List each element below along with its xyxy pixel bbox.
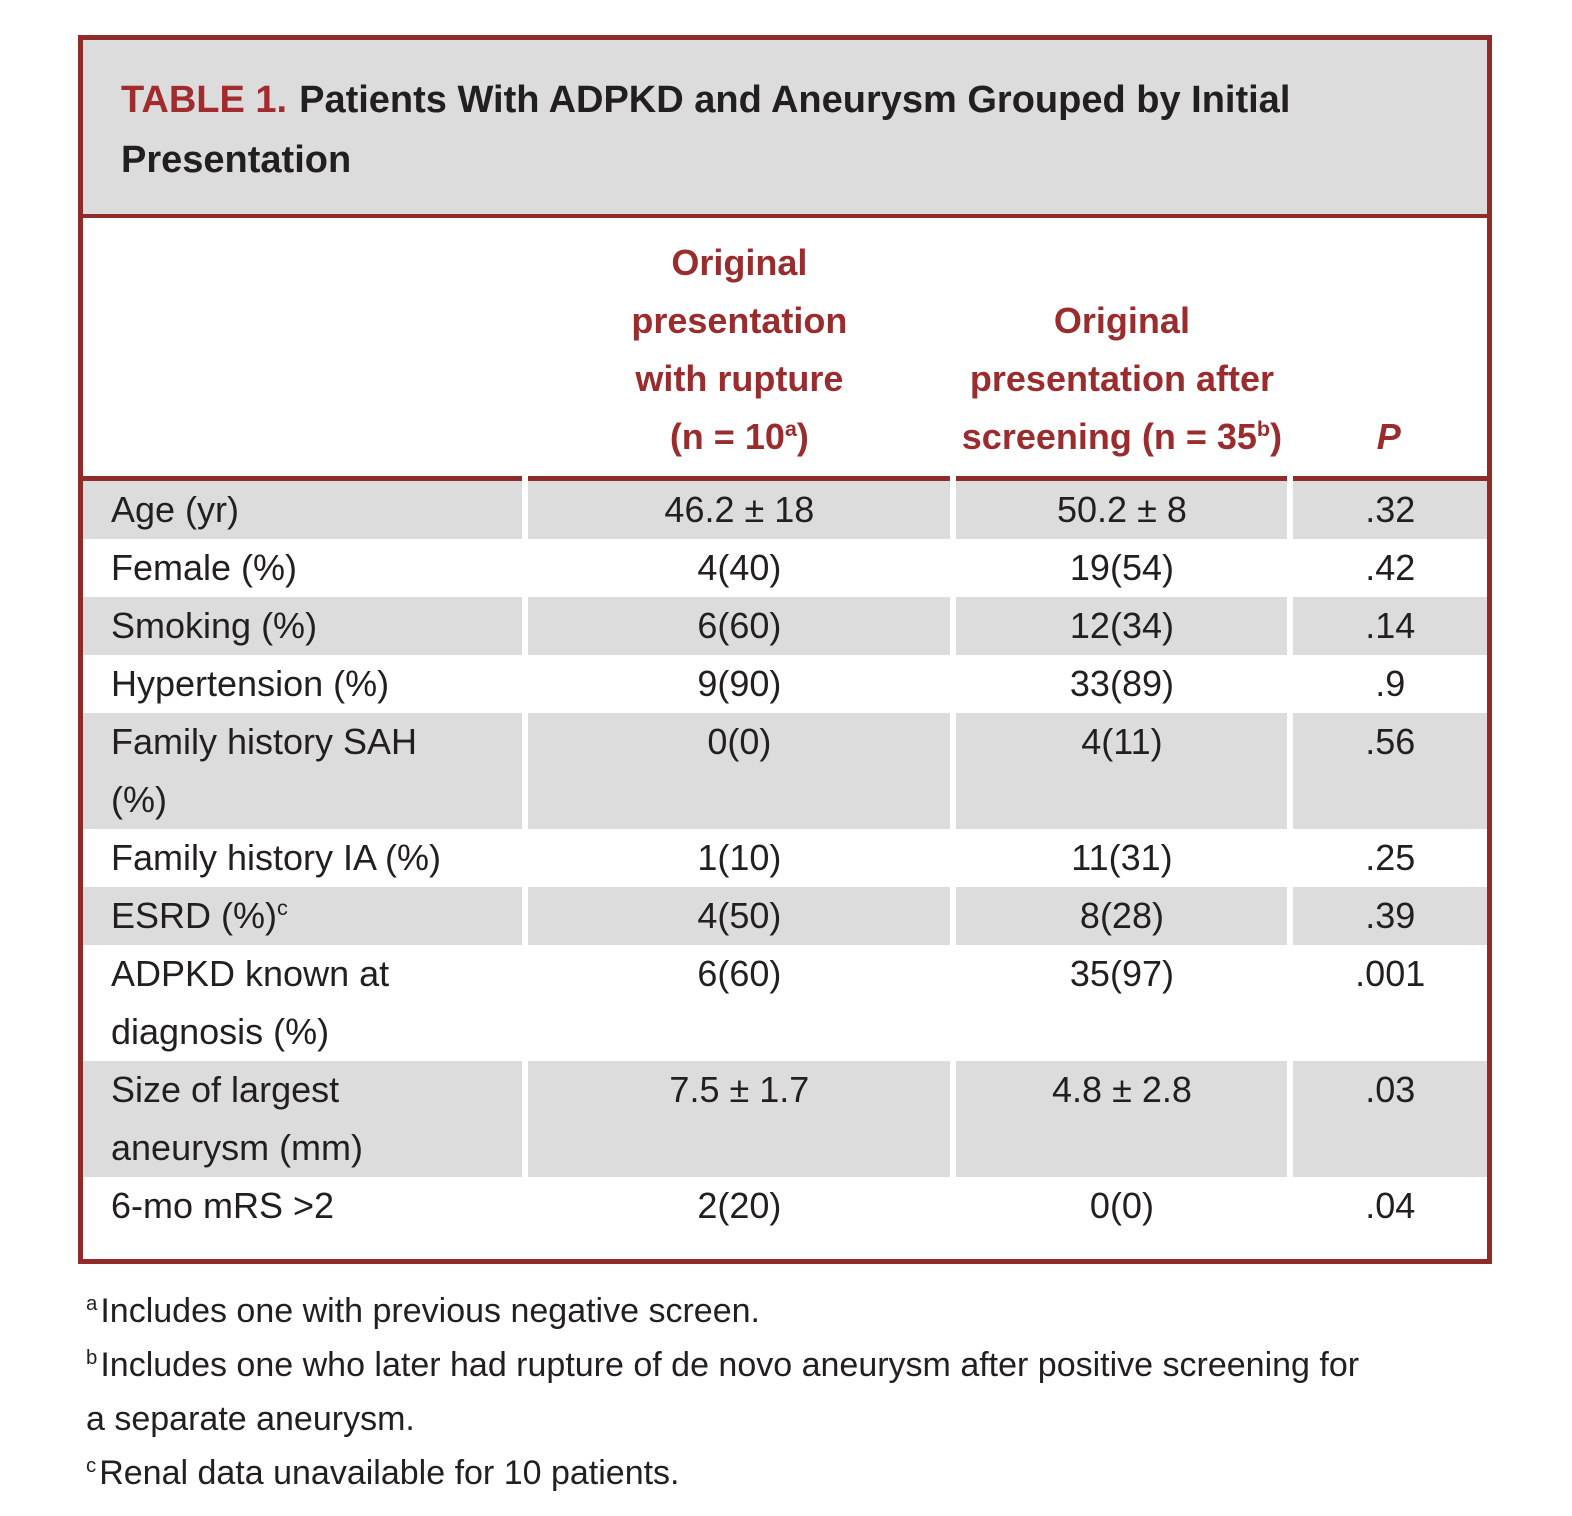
value-cell-rupture: 1(10) (525, 829, 953, 887)
table-row (83, 479, 1487, 540)
footnote-text: Includes one who later had rupture of de novo aneurysm after positive screening for (100, 1346, 1360, 1384)
table-number-label: TABLE 1. (121, 79, 288, 121)
table-title-line1: Patients With ADPKD and Aneurysm Grouped by Initial (299, 79, 1291, 121)
table-row (83, 945, 1487, 1061)
value-cell-rupture: 2(20) (525, 1177, 953, 1259)
p-value-cell: .9 (1290, 655, 1487, 713)
table-row (83, 539, 1487, 597)
p-value-cell: .39 (1290, 887, 1487, 945)
header-n-pre: screening (n = 35 (961, 416, 1257, 457)
value-cell-rupture: 7.5 ± 1.7 (525, 1061, 953, 1177)
p-value-cell: .04 (1290, 1177, 1487, 1259)
footnote-text: a separate aneurysm. (86, 1400, 415, 1438)
table-row (83, 1177, 1487, 1259)
table-title-line1-wrap (121, 70, 1449, 130)
value-cell-screening: 50.2 ± 8 (953, 479, 1290, 540)
header-line: with rupture (635, 358, 844, 399)
header-row (83, 218, 1487, 479)
p-value-cell: .32 (1290, 479, 1487, 540)
value-cell-screening: 8(28) (953, 887, 1290, 945)
p-value-cell: .03 (1290, 1061, 1487, 1177)
header-n-post: ) (796, 416, 809, 457)
data-table (83, 218, 1487, 1259)
row-label-cell: Family history IA (%) (111, 837, 442, 878)
header-n-sup: b (1256, 416, 1271, 441)
p-value-cell: .001 (1290, 945, 1487, 1061)
value-cell-rupture: 46.2 ± 18 (525, 479, 953, 540)
footnote-line (86, 1338, 1572, 1392)
row-label-cell: Female (%) (111, 547, 298, 588)
footnote-marker: c (86, 1454, 97, 1477)
table1-card (78, 35, 1492, 1264)
value-cell-rupture: 9(90) (525, 655, 953, 713)
value-cell-screening: 19(54) (953, 539, 1290, 597)
header-col-rupture (525, 218, 953, 479)
header-n-line (525, 408, 953, 466)
footnote-marker: a (86, 1292, 98, 1315)
row-label-cell: Size of largest aneurysm (mm) (83, 1061, 525, 1177)
header-n-sup: a (784, 416, 797, 441)
table-row (83, 829, 1487, 887)
value-cell-screening: 12(34) (953, 597, 1290, 655)
value-cell-rupture: 4(40) (525, 539, 953, 597)
value-cell-screening: 33(89) (953, 655, 1290, 713)
table-row (83, 655, 1487, 713)
footnote-line (86, 1392, 1572, 1446)
value-cell-rupture: 0(0) (525, 713, 953, 829)
table-row (83, 1061, 1487, 1177)
row-label-cell: 6-mo mRS >2 (111, 1185, 335, 1226)
table-row (83, 887, 1487, 945)
p-value-cell: .56 (1290, 713, 1487, 829)
p-value-cell: .42 (1290, 539, 1487, 597)
header-col-screening (953, 218, 1290, 479)
footnote-text: Renal data unavailable for 10 patients. (99, 1454, 680, 1492)
header-n-post: ) (1270, 416, 1283, 457)
header-col-p (1290, 218, 1487, 479)
p-value-cell: .25 (1290, 829, 1487, 887)
footnote-text: Includes one with previous negative screen. (100, 1292, 760, 1330)
value-cell-screening: 4(11) (953, 713, 1290, 829)
p-header-label: P (1376, 416, 1401, 457)
p-value-cell: .14 (1290, 597, 1487, 655)
value-cell-rupture: 6(60) (525, 597, 953, 655)
table-row (83, 713, 1487, 829)
footnote-marker: b (86, 1346, 98, 1369)
value-cell-rupture: 4(50) (525, 887, 953, 945)
header-line: presentation after (969, 358, 1274, 399)
row-label-cell: ADPKD known at diagnosis (%) (111, 953, 390, 1052)
footnote-line (86, 1284, 1572, 1338)
header-line: Original (1053, 300, 1190, 341)
row-label-cell: Hypertension (%) (111, 663, 390, 704)
header-line: Original (671, 242, 808, 283)
row-label-cell: Age (yr) (83, 479, 525, 540)
row-label-cell: Smoking (%) (83, 597, 525, 655)
table-title-line2: Presentation (121, 139, 352, 181)
header-line: presentation (631, 300, 848, 341)
value-cell-screening: 0(0) (953, 1177, 1290, 1259)
header-n-pre: (n = 10 (669, 416, 785, 457)
value-cell-rupture: 6(60) (525, 945, 953, 1061)
footnote-line (86, 1446, 1572, 1500)
table-title-block (83, 40, 1487, 218)
value-cell-screening: 4.8 ± 2.8 (953, 1061, 1290, 1177)
value-cell-screening: 11(31) (953, 829, 1290, 887)
header-n-line (953, 408, 1290, 466)
value-cell-screening: 35(97) (953, 945, 1290, 1061)
footnotes (86, 1284, 1572, 1500)
header-empty-cell (83, 218, 525, 479)
row-label-cell: Family history SAH (%) (83, 713, 525, 829)
row-label-cell: ESRD (%)$^c$ (83, 887, 525, 945)
table-row (83, 597, 1487, 655)
